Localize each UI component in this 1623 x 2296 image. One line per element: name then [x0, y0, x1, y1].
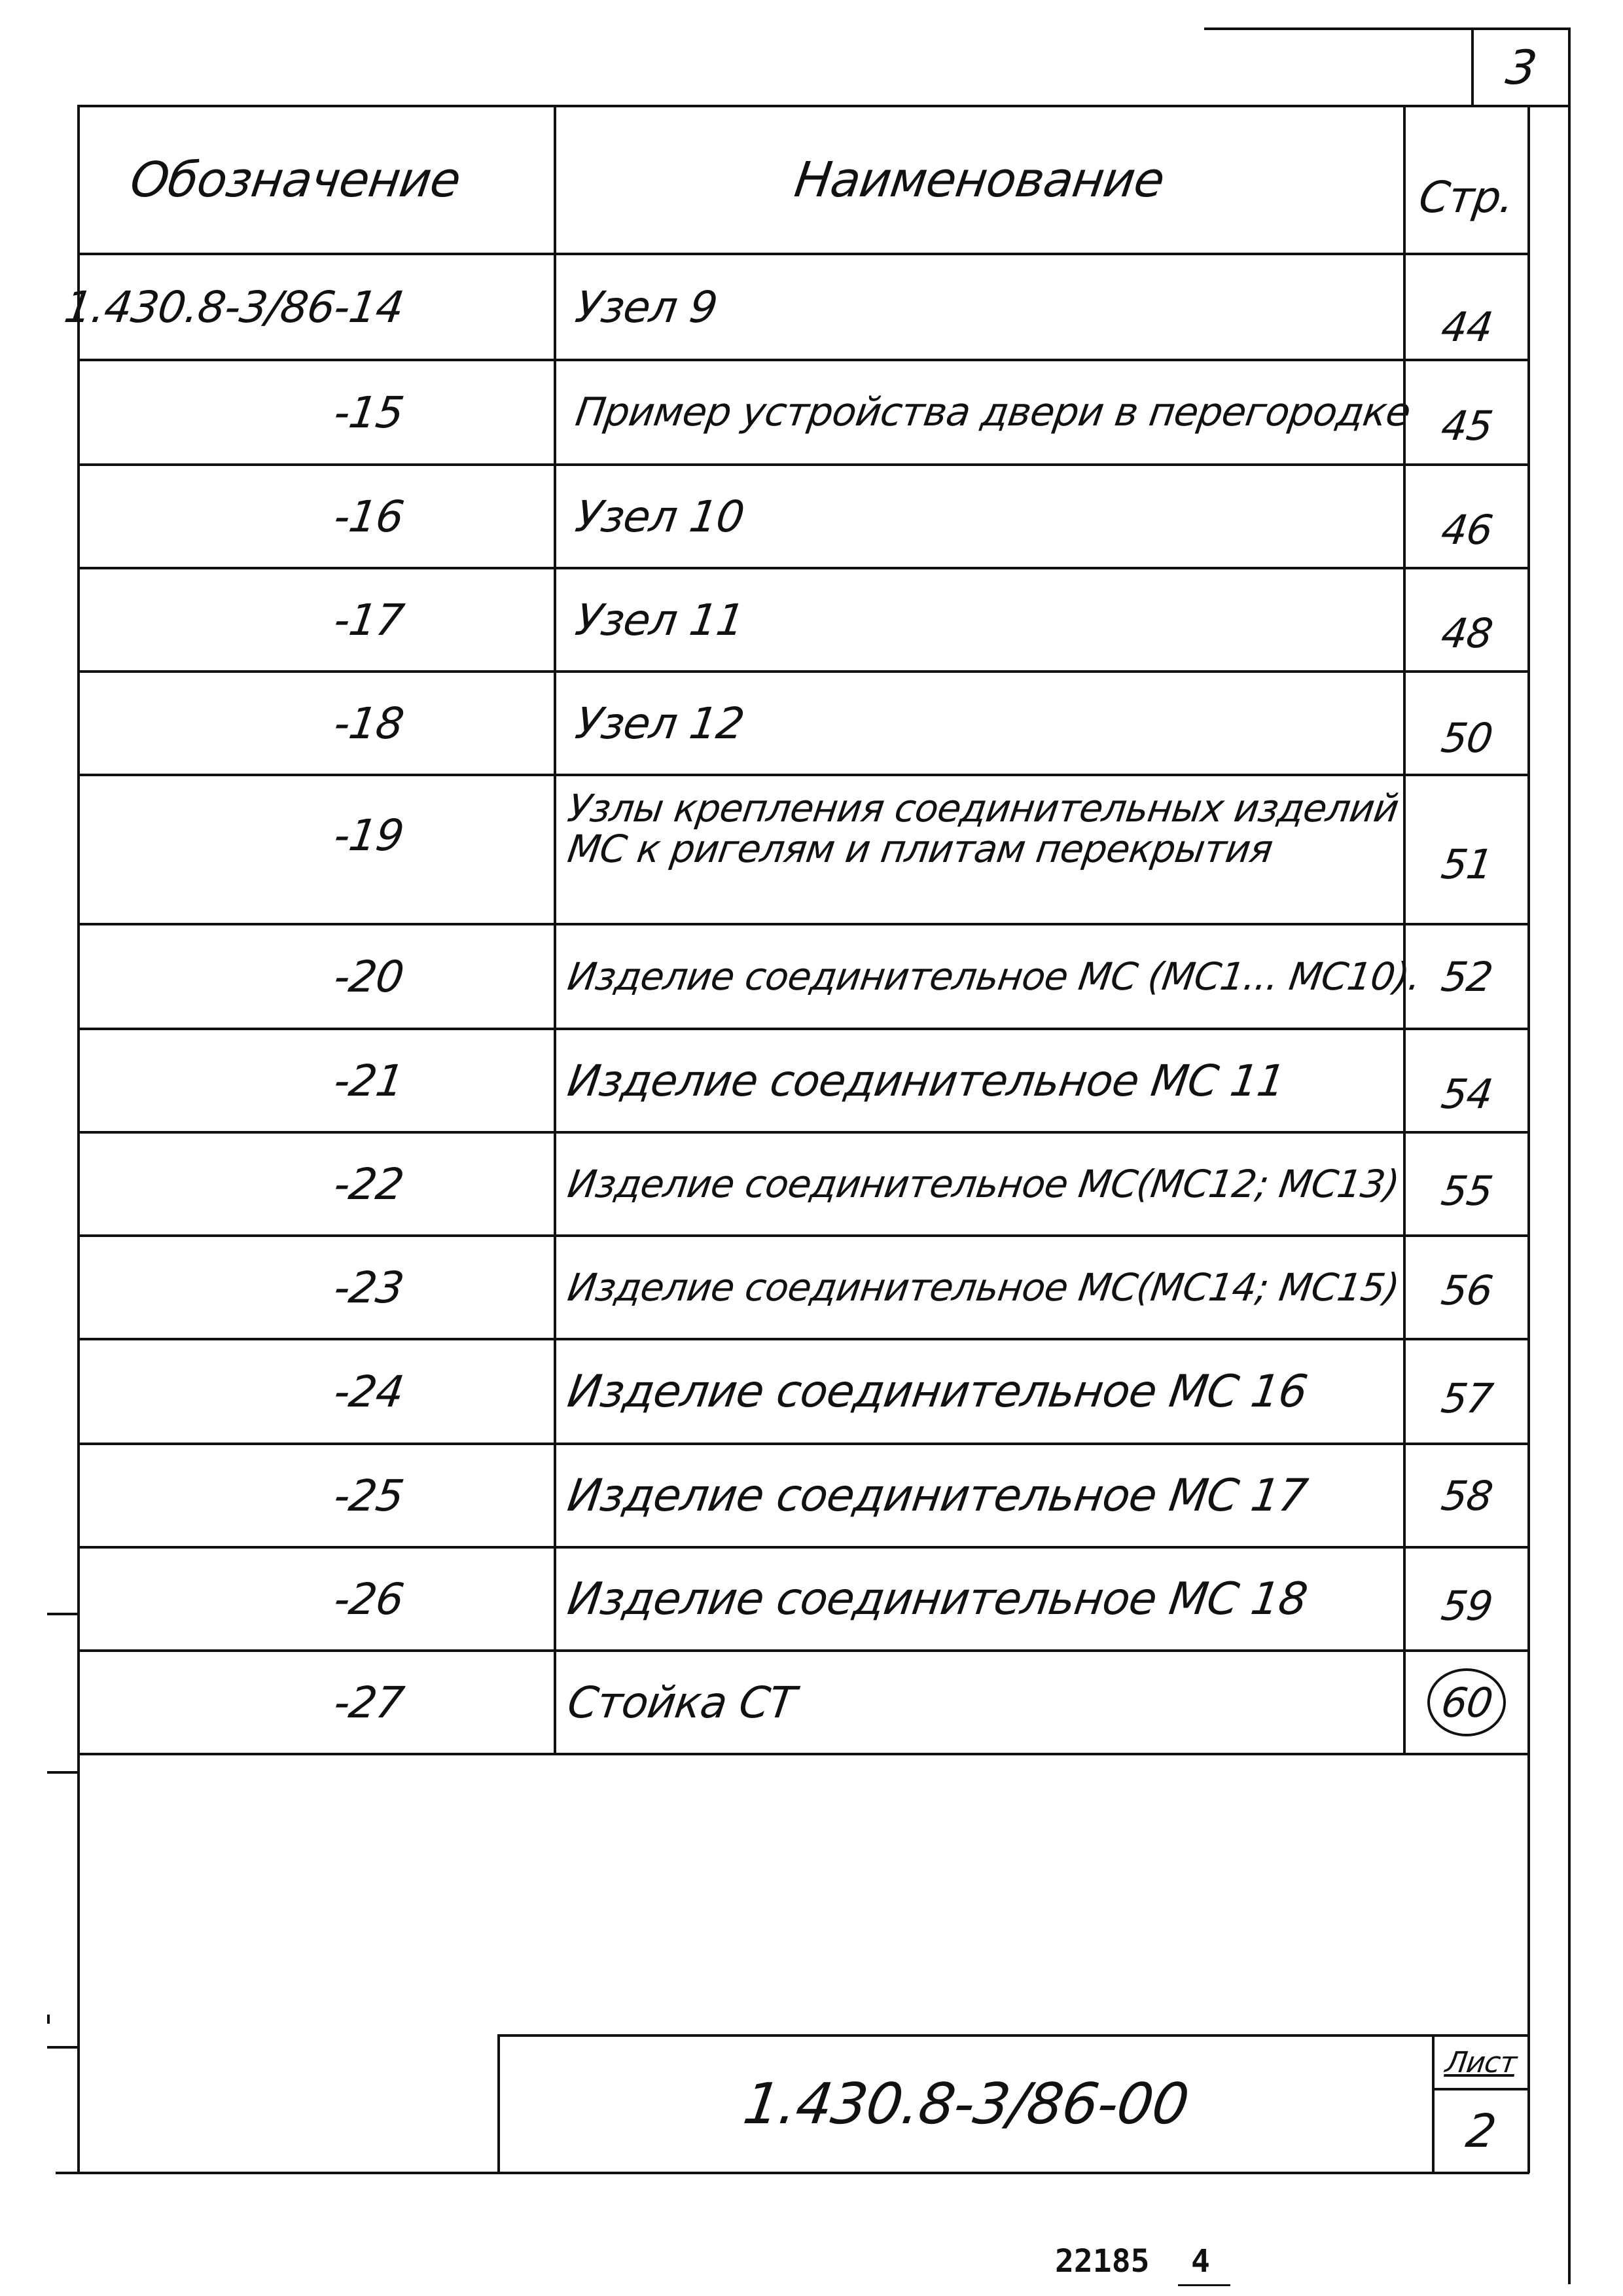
format-mark: 4 — [1191, 2243, 1210, 2280]
row-name-text: Изделие соединительное МС 17 — [564, 1469, 1311, 1522]
row-designation — [80, 361, 554, 463]
row-designation-text: -18 — [330, 698, 407, 749]
header-page-text: Стр. — [1416, 171, 1518, 223]
row-name-text: Изделие соединительное МС 11 — [564, 1055, 1288, 1106]
row-name-line2: МС к ригелям и плитам перекрытия — [565, 827, 1275, 871]
row-name-text: Изделие соединительное МС(МС12; МС13) — [565, 1162, 1402, 1206]
row-page-text: 48 — [1438, 609, 1495, 657]
row-page-text: 44 — [1438, 302, 1495, 351]
row-designation-text: -17 — [330, 594, 407, 645]
row-page — [1406, 374, 1527, 476]
row-designation-text: -26 — [330, 1573, 407, 1624]
row-designation — [80, 776, 554, 894]
row-page-text: 57 — [1438, 1374, 1495, 1422]
row-name — [556, 1445, 1403, 1546]
row-designation — [80, 1134, 554, 1234]
row-page-text: 46 — [1438, 505, 1495, 554]
sheet-box-right — [1568, 27, 1571, 106]
row-name — [556, 1549, 1403, 1649]
row-designation — [80, 1652, 554, 1753]
row-page-text: 60 — [1438, 1678, 1495, 1727]
header-designation-text: Обозначение — [126, 152, 464, 208]
row-page — [1406, 1347, 1527, 1449]
row-page — [1406, 1043, 1527, 1144]
row-name-text: Изделие соединительное МС(МС14; МС15) — [565, 1265, 1402, 1310]
margin-tick — [47, 2046, 79, 2049]
row-page — [1406, 1555, 1527, 1656]
row-name — [556, 925, 1423, 1028]
row-designation-text: -19 — [330, 810, 407, 861]
row-name-text: Узел 11 — [572, 594, 747, 645]
row-designation — [80, 1030, 554, 1131]
row-page-text: 55 — [1438, 1166, 1495, 1215]
header-name-text: Наименование — [791, 152, 1168, 208]
row-name — [556, 1237, 1403, 1338]
frame-inner-right — [1527, 105, 1530, 2173]
row-page — [1406, 1652, 1527, 1753]
title-block-code — [500, 2037, 1432, 2172]
row-designation — [80, 673, 554, 774]
row-name — [556, 1340, 1403, 1443]
header-page — [1406, 124, 1527, 270]
row-designation — [80, 1340, 554, 1443]
sheet-label: Лист — [1443, 2045, 1519, 2079]
frame-outer-right — [1568, 105, 1571, 2284]
row-designation-text: -27 — [330, 1677, 407, 1728]
frame-bottom — [56, 2172, 1529, 2174]
row-name-text: Пример устройства двери в перегородке — [573, 389, 1413, 435]
row-designation-text: -25 — [330, 1470, 407, 1521]
sheet-number — [1474, 30, 1568, 105]
row-designation — [80, 569, 554, 670]
row-designation-text: 1.430.8-3/86-14 — [61, 281, 407, 332]
row-page — [1406, 687, 1527, 788]
page-circle-mark — [1427, 1668, 1506, 1736]
inventory-number: 22185 — [1055, 2243, 1150, 2280]
row-designation-text: -15 — [330, 387, 407, 438]
row-designation-text: -20 — [330, 951, 407, 1002]
row-name — [556, 361, 1413, 463]
sheet-number-text: 3 — [1502, 40, 1540, 95]
sheet-value: 2 — [1463, 2104, 1499, 2158]
row-page-text: 58 — [1438, 1471, 1495, 1520]
row-page — [1406, 275, 1527, 378]
row-name-text: Изделие соединительное МС (МС1... МС10). — [565, 954, 1423, 999]
row-page — [1406, 479, 1527, 580]
row-name — [556, 569, 1403, 670]
row-name-text: Узел 10 — [572, 491, 747, 542]
row-designation — [80, 1445, 554, 1546]
row-designation — [80, 925, 554, 1028]
row-page — [1406, 1240, 1527, 1340]
row-designation-text: -21 — [330, 1055, 407, 1106]
row-page — [1406, 805, 1527, 923]
row-name-line1: Узлы крепления соединительных изделий — [565, 786, 1401, 831]
row-name-text: Изделие соединительное МС 18 — [564, 1573, 1311, 1625]
row-name-text: Изделие соединительное МС 16 — [564, 1365, 1311, 1418]
row-page-text: 52 — [1438, 952, 1495, 1001]
row-name — [556, 673, 1403, 774]
row-designation — [80, 1549, 554, 1649]
row-page-text: 56 — [1438, 1266, 1495, 1314]
document-code: 1.430.8-3/86-00 — [740, 2072, 1192, 2137]
footer-inventory — [1055, 2238, 1173, 2284]
row-name — [556, 1030, 1403, 1131]
margin-tick — [47, 1613, 79, 1615]
row-name-text: Стойка СТ — [564, 1677, 798, 1728]
row-designation-text: -24 — [330, 1366, 407, 1417]
header-name — [556, 107, 1403, 253]
margin-tick — [47, 2015, 50, 2024]
row-page-text: 45 — [1438, 401, 1495, 450]
row-name — [556, 1652, 1403, 1753]
margin-tick — [47, 1771, 79, 1774]
row-page — [1406, 583, 1527, 683]
row-name-text: Узел 12 — [572, 698, 747, 749]
row-designation — [61, 255, 554, 359]
row-name — [556, 1134, 1403, 1234]
title-block-sheet-value — [1435, 2090, 1527, 2172]
title-block-sheet-label — [1435, 2037, 1527, 2088]
row-designation-text: -23 — [330, 1262, 407, 1313]
row-line — [77, 1753, 1530, 1755]
row-name — [556, 466, 1403, 567]
row-designation — [80, 1237, 554, 1338]
row-page — [1406, 925, 1527, 1028]
row-name — [556, 255, 1403, 359]
row-designation-text: -22 — [330, 1158, 407, 1210]
row-page — [1406, 1140, 1527, 1241]
row-designation-text: -16 — [330, 491, 407, 542]
header-designation — [126, 107, 550, 253]
row-name — [556, 776, 1403, 881]
row-page-text: 50 — [1438, 713, 1495, 762]
row-page — [1406, 1445, 1527, 1546]
row-page-text: 59 — [1438, 1581, 1495, 1630]
footer-format — [1191, 2238, 1224, 2284]
row-page-text: 54 — [1438, 1069, 1495, 1118]
row-page-text: 51 — [1438, 840, 1495, 888]
footer-format-underline — [1178, 2284, 1230, 2286]
row-designation — [80, 466, 554, 567]
row-name-text: Узел 9 — [572, 281, 721, 332]
